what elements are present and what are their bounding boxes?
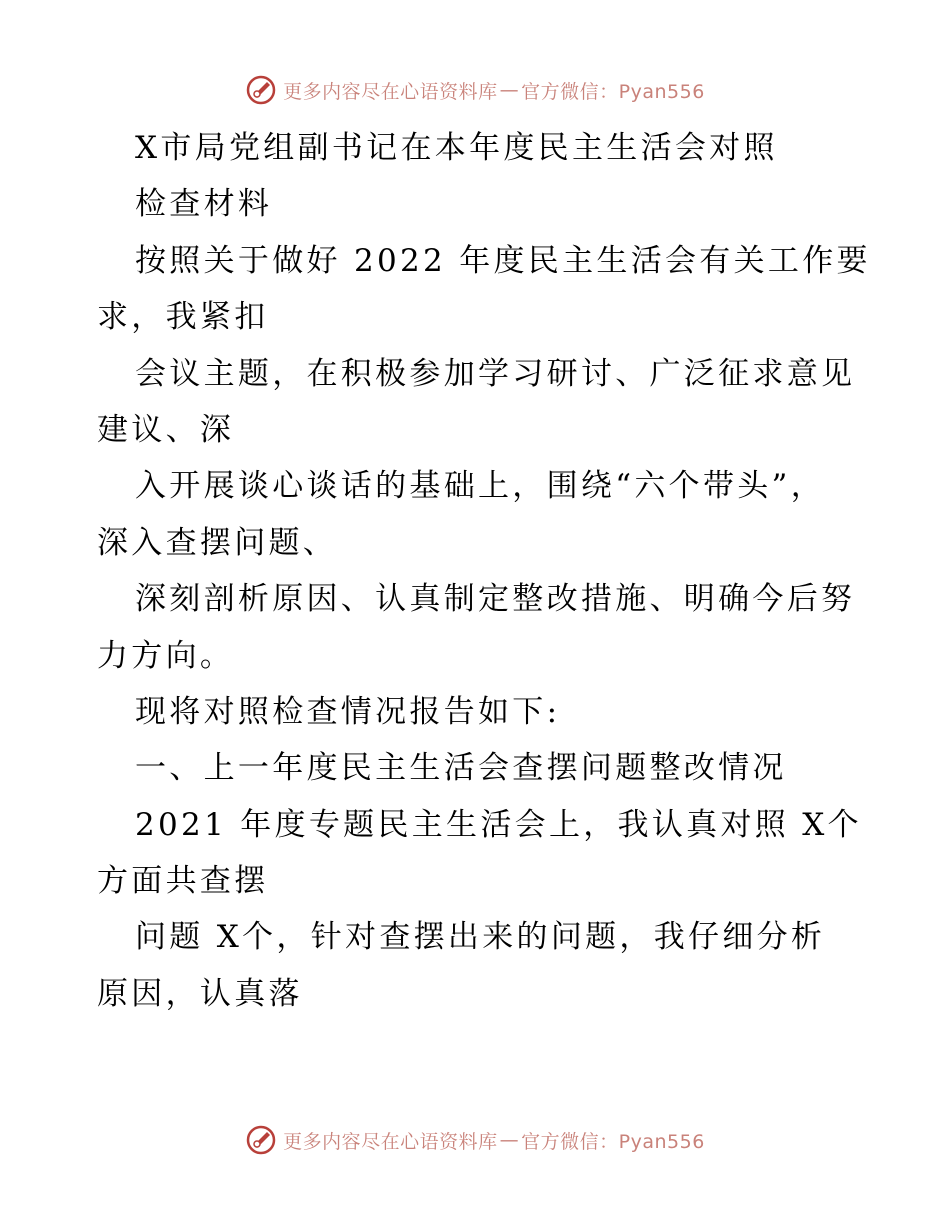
doc-line: 按照关于做好 2022 年度民主生活会有关工作要 <box>135 242 871 279</box>
doc-line: 原因，认真落 <box>97 975 303 1012</box>
watermark-separator: — <box>499 79 520 101</box>
watermark-official: 官方微信：Pyan556 <box>521 80 705 103</box>
watermark-text: 更多内容尽在心语资料库 <box>283 1130 498 1153</box>
doc-line: 会议主题，在积极参加学习研讨、广泛征求意见 <box>135 355 856 392</box>
doc-line: 深入查摆问题、 <box>97 524 338 561</box>
doc-line: 力方向。 <box>97 637 235 674</box>
doc-line: 深刻剖析原因、认真制定整改措施、明确今后努 <box>135 581 856 618</box>
doc-line: 现将对照检查情况报告如下: <box>135 693 561 730</box>
red-seal-logo-icon <box>245 74 277 106</box>
doc-line: 方面共查摆 <box>97 863 269 900</box>
header-watermark <box>0 70 950 110</box>
document-body <box>97 120 871 1022</box>
doc-line: X市局党组副书记在本年度民主生活会对照 <box>135 130 778 166</box>
doc-line: 一、上一年度民主生活会查摆问题整改情况 <box>135 750 787 787</box>
doc-line: 检查材料 <box>135 186 273 223</box>
doc-line: 求，我紧扣 <box>97 299 269 336</box>
watermark-text: 更多内容尽在心语资料库 <box>283 80 498 103</box>
watermark-separator: — <box>499 1129 520 1151</box>
footer-watermark <box>0 1120 950 1160</box>
doc-line: 2021 年度专题民主生活会上，我认真对照 X个 <box>135 806 862 843</box>
doc-line: 建议、深 <box>97 411 235 448</box>
doc-line: 问题 X个，针对查摆出来的问题，我仔细分析 <box>135 919 826 956</box>
watermark-official: 官方微信：Pyan556 <box>521 1130 705 1153</box>
doc-line: 入开展谈心谈话的基础上，围绕“六个带头”， <box>135 468 825 505</box>
red-seal-logo-icon <box>245 1124 277 1156</box>
